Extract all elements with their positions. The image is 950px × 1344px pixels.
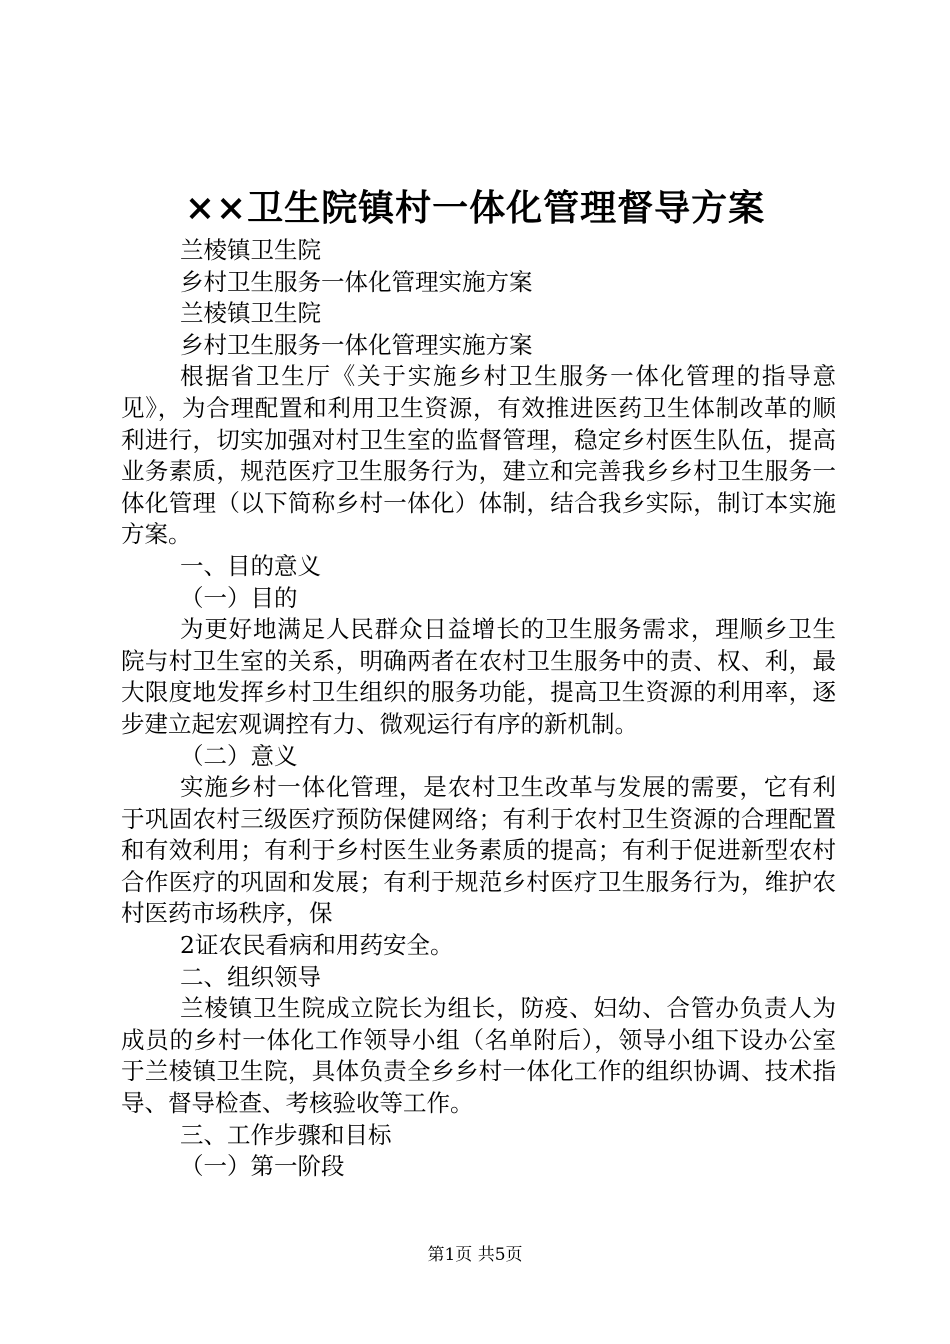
section-heading: 三、工作步骤和目标 xyxy=(180,1120,392,1149)
paragraph: 2证农民看病和用药安全。 xyxy=(180,931,454,960)
document-title: ××卫生院镇村一体化管理督导方案 xyxy=(184,187,766,229)
page-number-footer: 第1页 共5页 xyxy=(427,1245,523,1265)
paragraph: 乡村卫生服务一体化管理实施方案 xyxy=(180,330,533,359)
subsection-heading: （二）意义 xyxy=(180,741,298,770)
paragraph: 根据省卫生厅《关于实施乡村卫生服务一体化管理的指导意见》，为合理配置和利用卫生资源，有效推进医药卫生体制改革的顺利进行，切实加强对村卫生室的监督管理，稳定乡村医生队伍，提高业务素质，规范医疗卫生服务行为，建立和完善我乡乡村卫生服务一体化管理（以下简称乡村一体化）体制，结合我乡实际，制订本实施方案。 xyxy=(121,362,836,549)
paragraph: 兰棱镇卫生院成立院长为组长，防疫、妇幼、合管办负责人为成员的乡村一体化工作领导小组（名单附后），领导小组下设办公室于兰棱镇卫生院，具体负责全乡乡村一体化工作的组织协调、技术指导、督导检查、考核验收等工作。 xyxy=(121,994,836,1118)
subsection-heading: （一）第一阶段 xyxy=(180,1152,345,1181)
paragraph: 兰棱镇卫生院 xyxy=(180,236,321,264)
document-body xyxy=(121,235,836,1183)
section-heading: 一、目的意义 xyxy=(180,551,321,580)
section-heading: 二、组织领导 xyxy=(180,962,321,991)
paragraph: 乡村卫生服务一体化管理实施方案 xyxy=(180,267,533,296)
paragraph: 实施乡村一体化管理，是农村卫生改革与发展的需要，它有利于巩固农村三级医疗预防保健网络；有利于农村卫生资源的合理配置和有效利用；有利于乡村医生业务素质的提高；有利于促进新型农村合作医疗的巩固和发展；有利于规范乡村医疗卫生服务行为，维护农村医药市场秩序，保 xyxy=(121,773,836,928)
paragraph: 兰棱镇卫生院 xyxy=(180,299,321,328)
subsection-heading: （一）目的 xyxy=(180,583,298,612)
paragraph: 为更好地满足人民群众日益增长的卫生服务需求，理顺乡卫生院与村卫生室的关系，明确两者在农村卫生服务中的责、权、利，最大限度地发挥乡村卫生组织的服务功能，提高卫生资源的利用率，逐步建立起宏观调控有力、微观运行有序的新机制。 xyxy=(121,615,836,738)
